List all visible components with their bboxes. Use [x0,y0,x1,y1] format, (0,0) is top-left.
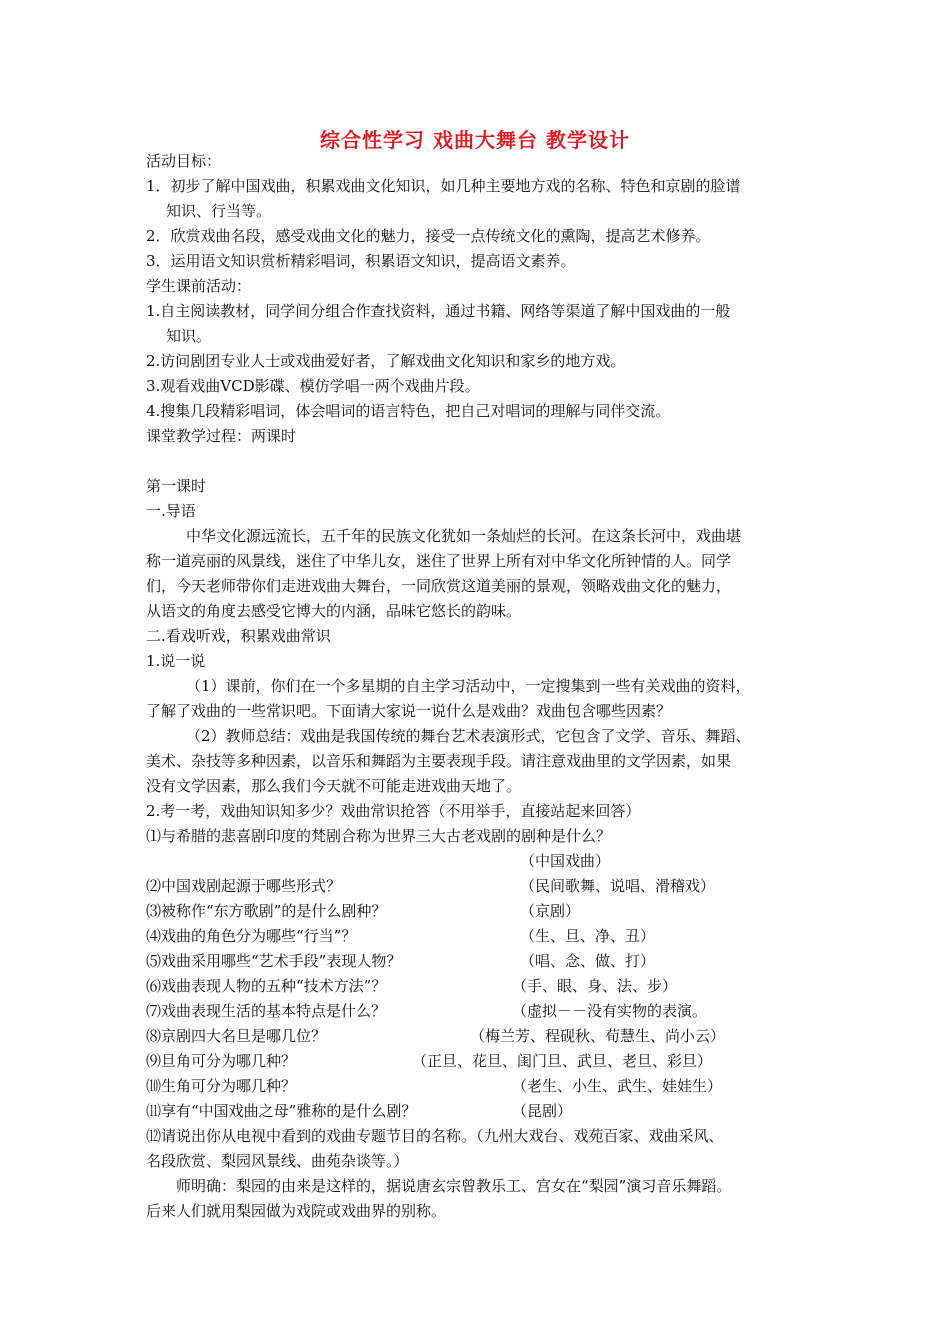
quiz-answer: （手、眼、身、法、步） [512,977,678,995]
sub1-heading: 1.说一说 [146,652,206,670]
quiz-question: ⑷戏曲的角色分为哪些“行当”？ [146,927,357,945]
section2-heading: 二.看戏听戏，积累戏曲常识 [146,627,331,645]
quiz-question: ⑻京剧四大名旦是哪几位？ [146,1027,327,1045]
pre-class-heading: 学生课前活动： [146,277,252,295]
objective-item: 2．欣赏戏曲名段，感受戏曲文化的魅力，接受一点传统文化的熏陶，提高艺术修养。 [146,227,711,245]
quiz-answer: （中国戏曲） [520,852,611,870]
quiz-question: ⑹戏曲表现人物的五种“技术方法”？ [146,977,387,995]
class-process: 课堂教学过程：两课时 [146,427,297,445]
quiz-answer: （唱、念、做、打） [520,952,656,970]
objective-item-cont: 知识、行当等。 [166,202,272,220]
quiz-answer: （老生、小生、武生、娃娃生） [512,1077,723,1095]
quiz-answer: （生、旦、净、丑） [520,927,656,945]
objectives-heading: 活动目标： [146,152,222,170]
intro-heading: 一.导语 [146,502,196,520]
intro-paragraph-line: 从语文的角度去感受它博大的内涵，品味它悠长的韵味。 [146,602,522,620]
quiz-question: ⑸戏曲采用哪些“艺术手段”表现人物？ [146,952,402,970]
sub2-heading: 2.考一考，戏曲知识知多少？戏曲常识抢答（不用举手，直接站起来回答） [146,802,641,820]
quiz-question: ⑼旦角可分为哪几种？ [146,1052,297,1070]
sub1-line: （2）教师总结：戏曲是我国传统的舞台艺术表演形式，它包含了文学、音乐、舞蹈、 [186,727,751,745]
quiz-question: ⑾享有“中国戏曲之母”雅称的是什么剧？ [146,1102,417,1120]
quiz-answer: （昆剧） [512,1102,573,1120]
quiz-question: ⑶被称作“东方歌剧”的是什么剧种？ [146,902,387,920]
quiz-question: ⑴与希腊的悲喜剧印度的梵剧合称为世界三大古老戏剧的剧种是什么？ [146,827,612,845]
quiz-answer: （民间歌舞、说唱、滑稽戏） [520,877,716,895]
quiz-question: ⑵中国戏剧起源于哪些形式？ [146,877,342,895]
objective-item: 1．初步了解中国戏曲，积累戏曲文化知识，如几种主要地方戏的名称、特色和京剧的脸谱 [146,177,741,195]
pre-class-item: 1.自主阅读教材，同学间分组合作查找资料，通过书籍、网络等渠道了解中国戏曲的一般 [146,302,731,320]
quiz-question: ⑺戏曲表现生活的基本特点是什么？ [146,1002,387,1020]
lesson1-heading: 第一课时 [146,477,207,495]
document-title: 综合性学习 戏曲大舞台 教学设计 [320,128,630,152]
quiz-answer: （虚拟－－没有实物的表演。 [512,1002,708,1020]
quiz-answer: （京剧） [520,902,581,920]
quiz-question-cont: 名段欣赏、梨园风景线、曲苑杂谈等。） [146,1152,409,1170]
intro-paragraph-line: 称一道亮丽的风景线，迷住了中华儿女，迷住了世界上所有对中华文化所钟情的人。同学 [146,552,732,570]
quiz-answer: （梅兰芳、程砚秋、荀慧生、尚小云） [470,1027,726,1045]
objective-item: 3．运用语文知识赏析精彩唱词，积累语文知识，提高语文素养。 [146,252,576,270]
quiz-answer: （正旦、花旦、闺门旦、武旦、老旦、彩旦） [412,1052,713,1070]
sub1-line: 没有文学因素，那么我们今天就不可能走进戏曲天地了。 [146,777,522,795]
pre-class-item-cont: 知识。 [166,327,212,345]
pre-class-item: 4.搜集几段精彩唱词，体会唱词的语言特色，把自己对唱词的理解与同伴交流。 [146,402,671,420]
sub1-line: 美术、杂技等多种因素，以音乐和舞蹈为主要表现手段。请注意戏曲里的文学因素，如果 [146,752,732,770]
sub1-line: 了解了戏曲的一些常识吧。下面请大家说一说什么是戏曲？戏曲包含哪些因素？ [146,702,672,720]
intro-paragraph-line: 们，今天老师带你们走进戏曲大舞台，一同欣赏这道美丽的景观，领略戏曲文化的魅力， [146,577,732,595]
pre-class-item: 2.访问剧团专业人士或戏曲爱好者，了解戏曲文化知识和家乡的地方戏。 [146,352,626,370]
sub1-line: （1）课前，你们在一个多星期的自主学习活动中，一定搜集到一些有关戏曲的资料， [186,677,751,695]
quiz-question: ⑽生角可分为哪几种？ [146,1077,297,1095]
pre-class-item: 3.观看戏曲VCD影碟、模仿学唱一两个戏曲片段。 [146,377,480,395]
note-line: 后来人们就用梨园做为戏院或戏曲界的别称。 [146,1202,447,1220]
quiz-question: ⑿请说出你从电视中看到的戏曲专题节目的名称。（九州大戏台、戏苑百家、戏曲采风、 [146,1127,724,1145]
note-line: 师明确：梨园的由来是这样的，据说唐玄宗曾教乐工、宫女在“梨园”演习音乐舞蹈。 [176,1177,732,1195]
intro-paragraph-line: 中华文化源远流长，五千年的民族文化犹如一条灿烂的长河。在这条长河中，戏曲堪 [186,527,742,545]
